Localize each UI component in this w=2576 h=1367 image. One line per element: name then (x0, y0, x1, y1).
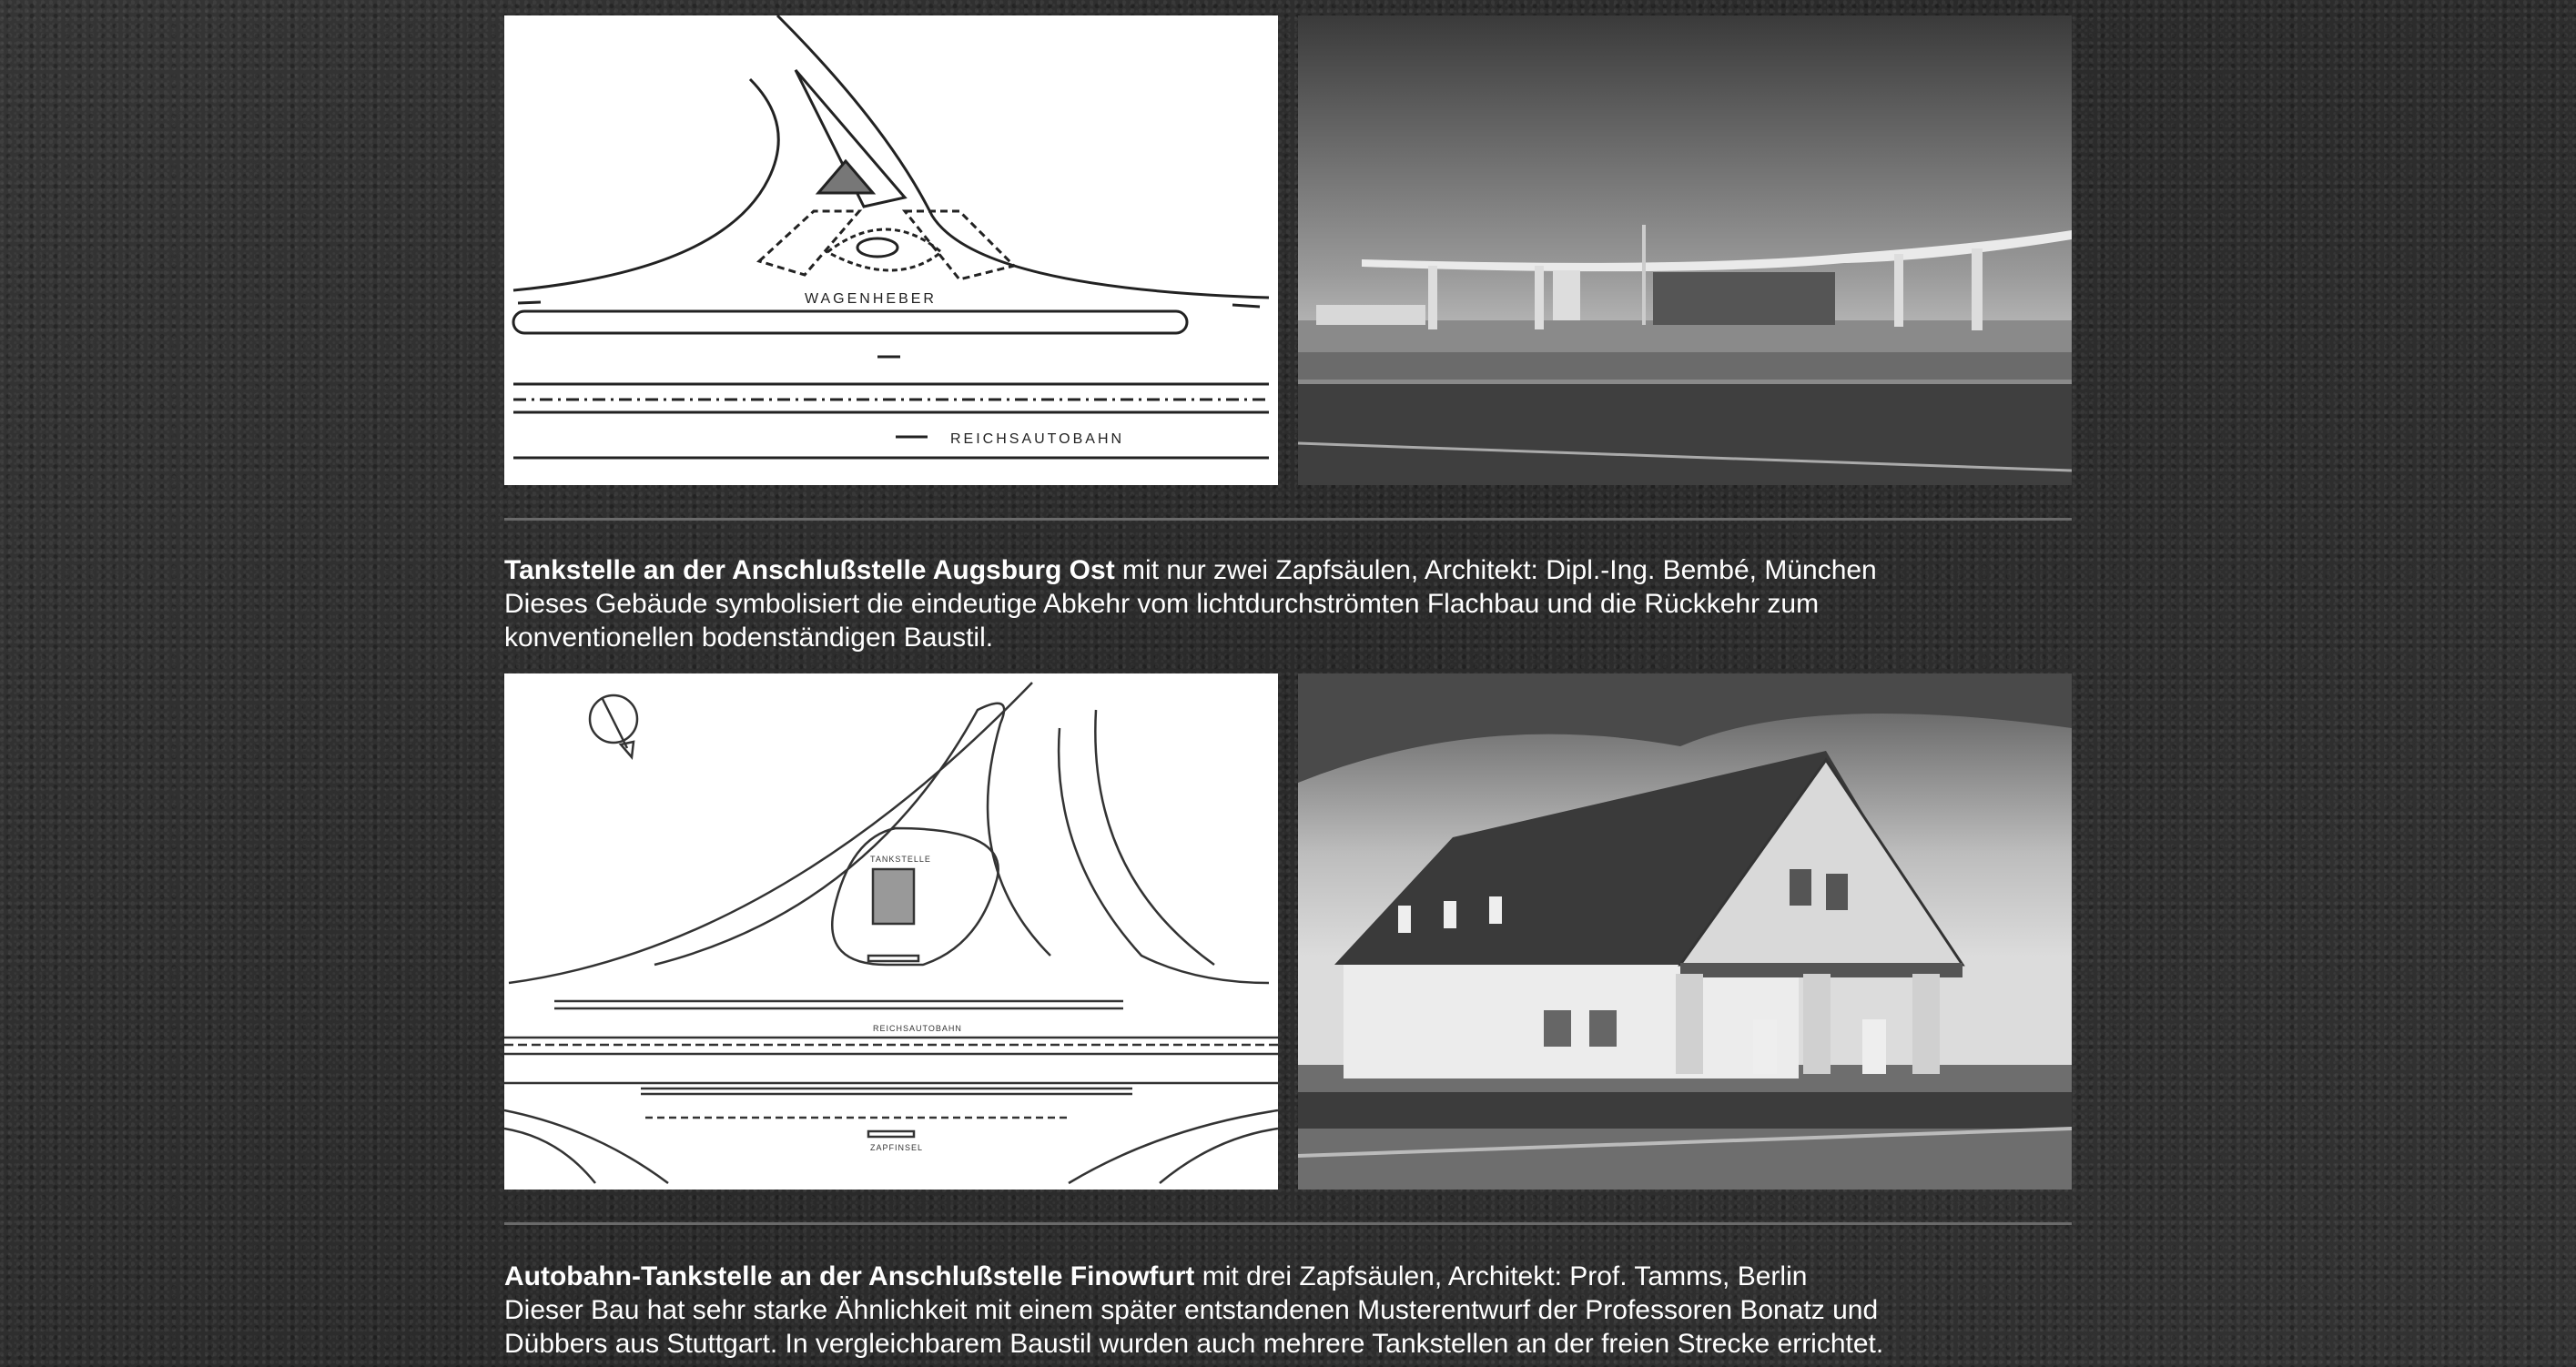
caption-line-2: Dieses Gebäude symbolisiert die eindeutige Abkehr vom lichtdurchströmten Flachbau und die Rückkehr zum (504, 589, 1820, 619)
caption-line-3: konventionellen bodenständigen Baustil. (504, 623, 994, 653)
plan-label-reichsautobahn-2: REICHSAUTOBAHN (873, 1024, 962, 1033)
plan-label-zapfinsel: ZAPFINSEL (870, 1143, 924, 1152)
image-row-2 (504, 673, 2072, 1190)
gas-station-photo-1 (1298, 15, 2072, 485)
image-row-1 (504, 15, 2072, 485)
caption-line-1 (504, 553, 2072, 587)
plan-label-reichsautobahn: REICHSAUTOBAHN (950, 431, 1125, 447)
site-plan-drawing-2 (504, 673, 1278, 1190)
section-divider-1 (504, 518, 2072, 521)
caption-line-1 (504, 1260, 2072, 1293)
gas-station-photo-2 (1298, 673, 2072, 1190)
caption-augsburg-ost (504, 553, 2072, 654)
caption-title: Tankstelle an der Anschlußstelle Augsburg Ost (504, 555, 1115, 585)
caption-finowfurt (504, 1260, 2072, 1361)
caption-title-rest: mit nur zwei Zapfsäulen, Architekt: Dipl.-Ing. Bembé, München (1114, 555, 1877, 585)
section-divider-2 (504, 1222, 2072, 1225)
caption-title: Autobahn-Tankstelle an der Anschlußstelle Finowfurt (504, 1261, 1195, 1291)
caption-title-rest: mit drei Zapfsäulen, Architekt: Prof. Tamms, Berlin (1194, 1261, 1808, 1291)
plan-label-tankstelle: TANKSTELLE (870, 855, 931, 864)
caption-line-3: Dübbers aus Stuttgart. In vergleichbarem Baustil wurden auch mehrere Tankstellen an der freien Strecke errichtet. (504, 1329, 1884, 1359)
caption-line-2: Dieser Bau hat sehr starke Ähnlichkeit mit einem später entstandenen Musterentwurf der Professoren Bonatz und (504, 1295, 1879, 1325)
plan-label-wagenheber: WAGENHEBER (805, 291, 937, 307)
site-plan-drawing-1 (504, 15, 1278, 485)
